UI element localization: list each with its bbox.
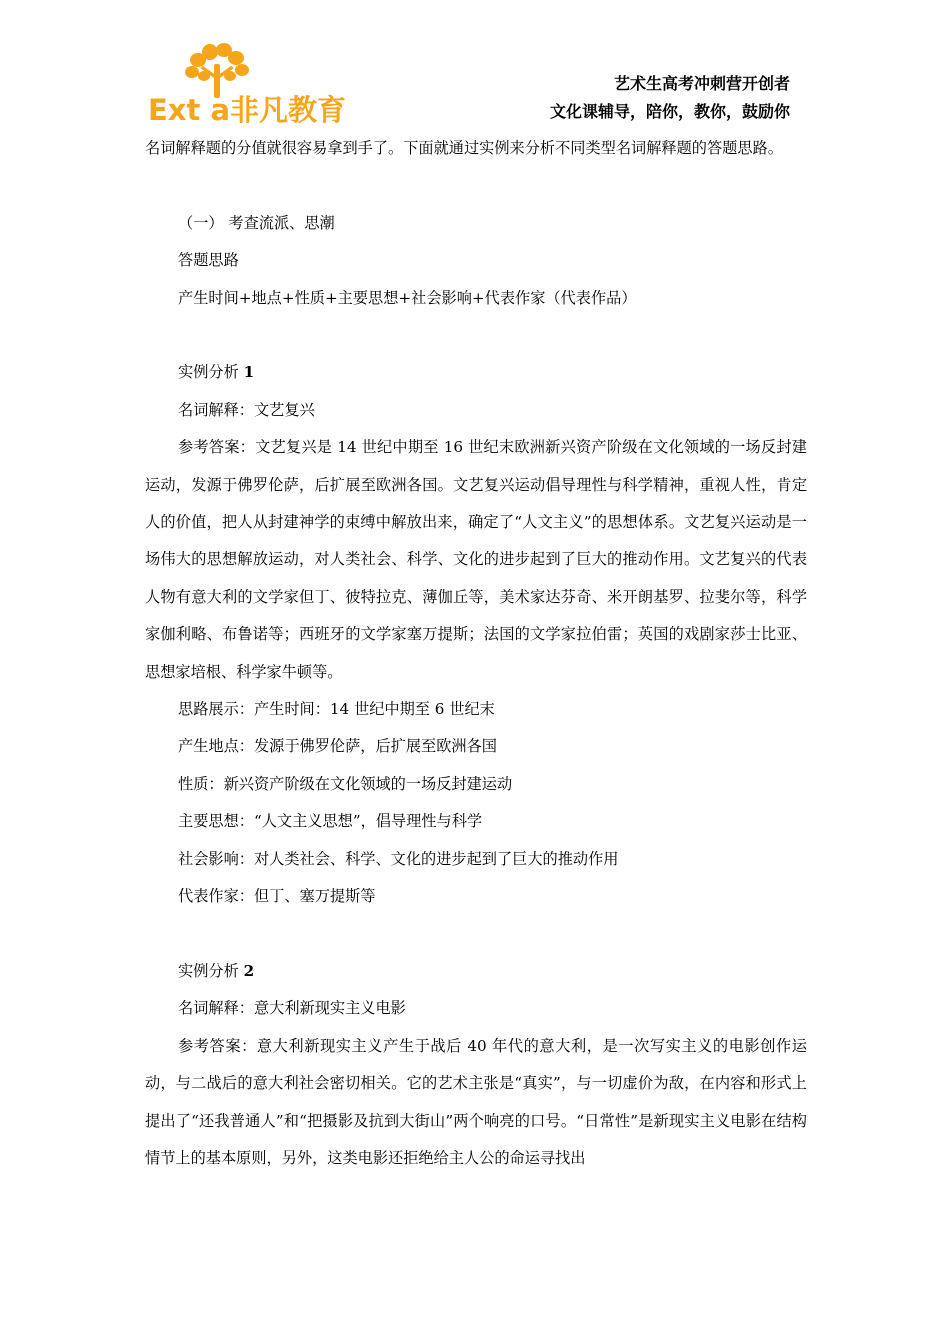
intro-paragraph: 名词解释题的分值就很容易拿到手了。下面就通过实例来分析不同类型名词解释题的答题思路。 [145, 139, 783, 157]
logo-text-en: Ext a [148, 93, 231, 127]
example-1-line-4: 主要思想：“人文主义思想”，倡导理性与科学 [178, 812, 483, 831]
example-1-line-3: 性质：新兴资产阶级在文化领域的一场反封建运动 [178, 774, 513, 793]
spacer [145, 167, 807, 204]
page-header [0, 0, 950, 130]
example-2-heading [145, 953, 807, 990]
logo-text-cn: 非凡教育 [230, 93, 347, 127]
example-1-line-5: 社会影响：对人类社会、科学、文化的进步起到了巨大的推动作用 [178, 849, 619, 868]
slogan-line-2: 文化课辅导，陪你，教你，鼓励你 [549, 102, 790, 121]
spacer [145, 317, 807, 354]
example-1-line-6: 代表作家：但丁、塞万提斯等 [178, 887, 376, 906]
example-1-term: 名词解释：文艺复兴 [178, 400, 315, 419]
example-2-answer: 参考答案：意大利新现实主义产生于战后 40 年代的意大利，是一次写实主义的电影创作运动，与二战后的意大利社会密切相关。它的艺术主张是“真实”，与一切虚价为敌，在内容和形式上提出了“还我普通人”和“把摄影及抗到大街山”两个响亮的口号。“日常性”是新现实主义电影在结构情节上的基本原则，另外，这类电影还拒绝给主人公的命运寻找出 [145, 1036, 807, 1167]
example-2-number: 2 [243, 961, 255, 980]
example-1-number: 1 [243, 363, 255, 382]
example-1-answer: 参考答案：文艺复兴是 14 世纪中期至 16 世纪末欧洲新兴资产阶级在文化领域的一场反封建运动，发源于佛罗伦萨，后扩展至欧洲各国。文艺复兴运动倡导理性与科学精神，重视人性，肯定人的价值，把人从封建神学的束缚中解放出来，确定了“人文主义”的思想体系。文艺复兴运动是一场伟大的思想解放运动，对人类社会、科学、文化的进步起到了巨大的推动作用。文艺复兴的代表人物有意大利的文学家但丁、彼特拉克、薄伽丘等，美术家达芬奇、米开朗基罗、拉斐尔等，科学家伽利略、布鲁诺等；西班牙的文学家塞万提斯；法国的文学家拉伯雷；英国的戏剧家莎士比亚、思想家培根、科学家牛顿等。 [145, 438, 807, 681]
example-1-label: 实例分析 [178, 363, 244, 382]
slogan-line-1: 艺术生高考冲刺营开创者 [613, 74, 790, 93]
spacer [145, 916, 807, 953]
example-1-line-1: 思路展示：产生时间：14 世纪中期至 6 世纪末 [178, 700, 495, 719]
section-heading: （一） 考查流派、思潮 [178, 213, 335, 232]
approach-formula: 产生时间+地点+性质+主要思想+社会影响+代表作家（代表作品） [178, 288, 637, 307]
example-2-label: 实例分析 [178, 961, 244, 980]
example-1-heading [145, 354, 807, 391]
example-1-line-2: 产生地点：发源于佛罗伦萨，后扩展至欧洲各国 [178, 737, 497, 756]
slogan [550, 70, 790, 126]
document-body [145, 130, 807, 1177]
approach-title: 答题思路 [178, 251, 239, 270]
logo [148, 42, 378, 127]
example-2-term: 名词解释：意大利新现实主义电影 [178, 999, 406, 1018]
